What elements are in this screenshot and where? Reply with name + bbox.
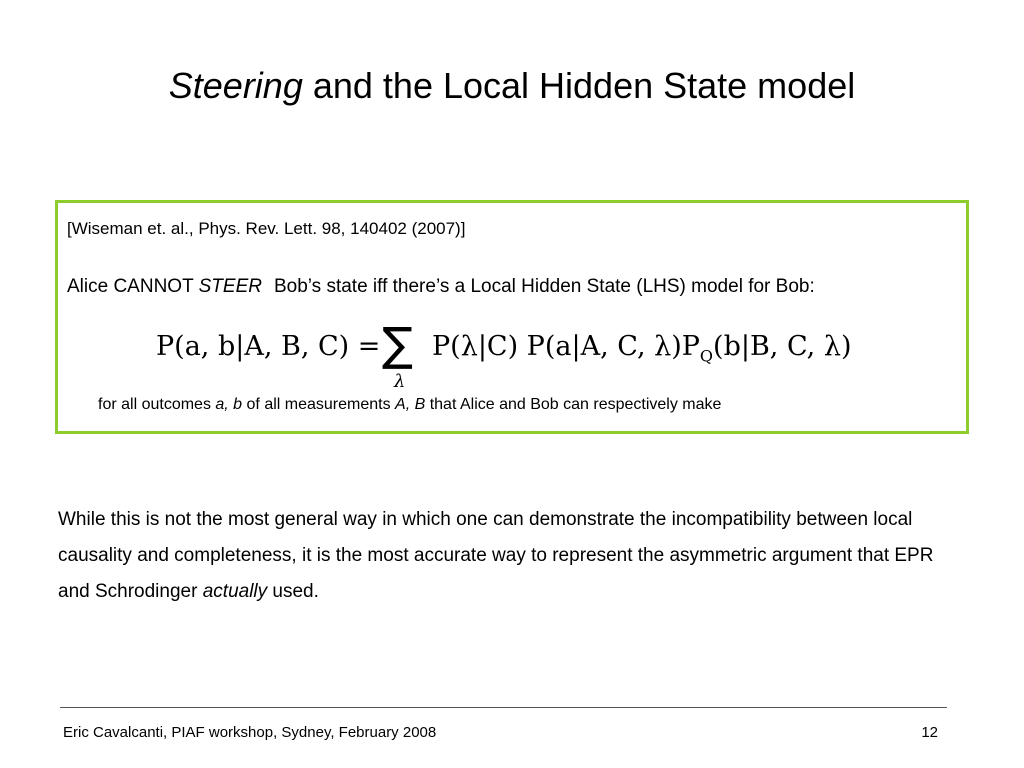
- reference-citation: [Wiseman et. al., Phys. Rev. Lett. 98, 140402 (2007)]: [67, 219, 466, 238]
- footer-divider: [60, 707, 947, 708]
- paragraph-italic: actually: [202, 581, 268, 602]
- outcomes-text-2: of all measurements: [242, 396, 396, 413]
- paragraph-text-after: used.: [267, 581, 319, 602]
- slide-title-rest: and the Local Hidden State model: [302, 65, 856, 106]
- formula-rhs: [432, 331, 851, 365]
- formula-rhs-subscript: Q: [699, 346, 714, 366]
- lhs-formula: [156, 317, 856, 395]
- steering-claim: [67, 276, 815, 298]
- claim-steer-word: STEER: [198, 276, 262, 297]
- outcomes-italic-1: a, b: [215, 396, 243, 413]
- outcomes-note: [98, 396, 721, 414]
- formula-rhs-main: P(λ|C) P(a|A, C, λ)P: [432, 331, 700, 362]
- body-paragraph: [58, 502, 958, 610]
- outcomes-italic-2: A, B: [395, 396, 426, 413]
- outcomes-text-3: that Alice and Bob can respectively make: [425, 396, 722, 413]
- page-number: 12: [921, 724, 938, 741]
- slide-title: [0, 62, 1024, 110]
- claim-prefix: Alice CANNOT: [67, 276, 199, 297]
- footer-credit: Eric Cavalcanti, PIAF workshop, Sydney, February 2008: [63, 724, 437, 741]
- formula-lhs: P(a, b|A, B, C) =: [156, 331, 381, 362]
- outcomes-text-1: for all outcomes: [98, 396, 216, 413]
- claim-suffix: Bob’s state iff there’s a Local Hidden State (LHS) model for Bob:: [273, 276, 815, 297]
- slide-title-italic: Steering: [168, 65, 303, 106]
- definition-box: [55, 200, 969, 434]
- summation-index: λ: [394, 371, 406, 392]
- paragraph-text-before: While this is not the most general way in which one can demonstrate the incompatibility between local causality and completeness, it is the most accurate way to represent the asymmetric argument that EPR and Schrodinger: [58, 509, 934, 602]
- summation-symbol: ∑: [382, 317, 413, 371]
- formula-rhs-tail: (b|B, C, λ): [713, 331, 852, 362]
